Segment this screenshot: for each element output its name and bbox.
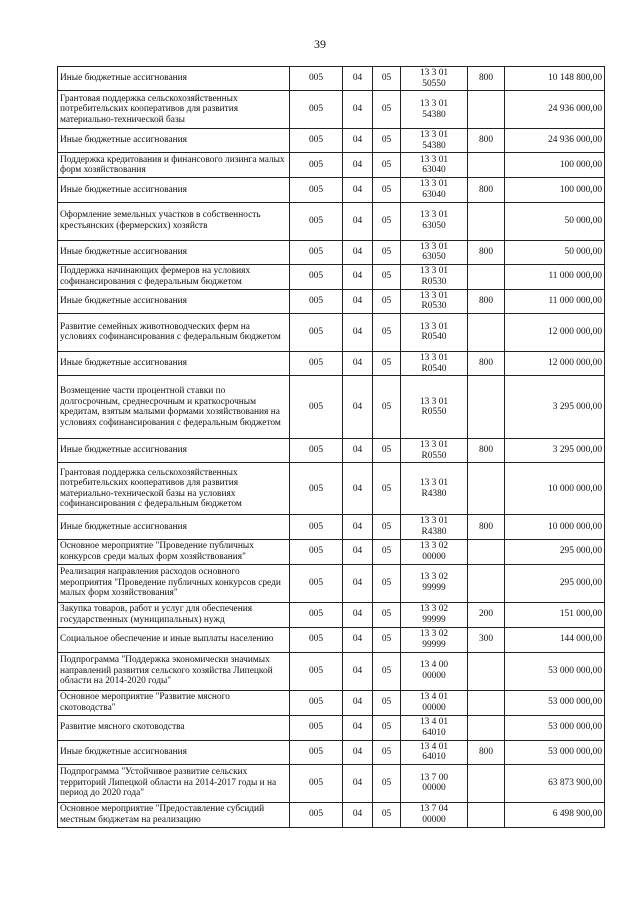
target-article-prefix: 13 4 01 — [419, 716, 449, 727]
row-amount: 6 498 900,00 — [505, 802, 605, 827]
target-article-suffix: R0530 — [421, 301, 447, 312]
row-ministry-code: 005 — [290, 802, 343, 827]
target-article-suffix: 99999 — [422, 583, 446, 593]
target-article-suffix: 64010 — [422, 752, 446, 763]
table-row — [58, 129, 605, 153]
row-section: 04 — [343, 564, 373, 602]
row-amount: 295 000,00 — [505, 539, 605, 564]
row-section: 04 — [343, 153, 373, 178]
row-expense-type: 800 — [468, 289, 505, 313]
target-article-prefix: 13 3 02 — [419, 628, 449, 639]
row-expense-type — [468, 802, 505, 827]
row-ministry-code: 005 — [290, 564, 343, 602]
table-row — [58, 67, 605, 91]
row-subsection: 05 — [373, 564, 401, 602]
table-row — [58, 802, 605, 827]
target-article-prefix: 13 4 01 — [419, 691, 449, 702]
row-subsection: 05 — [373, 67, 401, 91]
row-section: 04 — [343, 313, 373, 351]
target-article-prefix: 13 3 01 — [419, 440, 449, 451]
target-article-prefix: 13 3 01 — [419, 516, 449, 527]
row-ministry-code: 005 — [290, 153, 343, 178]
row-amount: 63 873 900,00 — [505, 764, 605, 802]
row-name: Поддержка начинающих фермеров на условиях софинансирования с федеральным бюджетом — [58, 264, 290, 289]
row-expense-type: 800 — [468, 129, 505, 153]
row-expense-type — [468, 313, 505, 351]
row-amount: 144 000,00 — [505, 627, 605, 652]
row-expense-type — [468, 376, 505, 439]
target-article-suffix: 64010 — [422, 727, 446, 738]
row-amount: 11 000 000,00 — [505, 289, 605, 313]
table-row — [58, 690, 605, 715]
target-article-prefix: 13 7 04 — [419, 804, 449, 815]
target-article-suffix: 63050 — [422, 252, 446, 263]
row-section: 04 — [343, 178, 373, 202]
target-article-suffix: 00000 — [422, 551, 446, 562]
row-name: Иные бюджетные ассигнования — [58, 439, 290, 463]
row-amount: 11 000 000,00 — [505, 264, 605, 289]
table-row — [58, 764, 605, 802]
row-name: Иные бюджетные ассигнования — [58, 351, 290, 375]
row-subsection: 05 — [373, 202, 401, 240]
row-expense-type — [468, 264, 505, 289]
row-amount: 100 000,00 — [505, 153, 605, 178]
row-ministry-code: 005 — [290, 715, 343, 740]
row-amount: 53 000 000,00 — [505, 652, 605, 690]
row-target-article — [401, 764, 468, 802]
target-article-prefix: 13 3 01 — [419, 396, 449, 407]
row-name: Иные бюджетные ассигнования — [58, 289, 290, 313]
target-article-prefix: 13 4 00 — [419, 660, 449, 671]
target-article-suffix: 00000 — [422, 702, 446, 713]
row-target-article — [401, 439, 468, 463]
row-target-article — [401, 376, 468, 439]
row-amount: 53 000 000,00 — [505, 690, 605, 715]
row-subsection: 05 — [373, 351, 401, 375]
row-ministry-code: 005 — [290, 764, 343, 802]
table-row — [58, 178, 605, 202]
row-subsection: 05 — [373, 652, 401, 690]
table-row — [58, 652, 605, 690]
row-subsection: 05 — [373, 802, 401, 827]
row-target-article — [401, 463, 468, 515]
row-section: 04 — [343, 463, 373, 515]
target-article-prefix: 13 3 01 — [419, 68, 449, 78]
row-section: 04 — [343, 740, 373, 764]
row-section: 04 — [343, 202, 373, 240]
table-row — [58, 376, 605, 439]
row-ministry-code: 005 — [290, 463, 343, 515]
table-row — [58, 289, 605, 313]
target-article-suffix: 00000 — [422, 671, 446, 681]
table-row — [58, 627, 605, 652]
row-subsection: 05 — [373, 313, 401, 351]
row-target-article — [401, 153, 468, 178]
row-subsection: 05 — [373, 715, 401, 740]
row-expense-type — [468, 715, 505, 740]
row-subsection: 05 — [373, 178, 401, 202]
row-expense-type: 800 — [468, 178, 505, 202]
row-subsection: 05 — [373, 740, 401, 764]
row-target-article — [401, 289, 468, 313]
row-amount: 50 000,00 — [505, 240, 605, 264]
row-name: Основное мероприятие "Проведение публичных конкурсов среди малых форм хозяйствования" — [58, 539, 290, 564]
row-ministry-code: 005 — [290, 690, 343, 715]
row-section: 04 — [343, 264, 373, 289]
row-target-article — [401, 602, 468, 627]
row-target-article — [401, 264, 468, 289]
target-article-suffix: 99999 — [422, 639, 446, 650]
row-name: Социальное обеспечение и иные выплаты населению — [58, 627, 290, 652]
target-article-prefix: 13 3 01 — [419, 478, 449, 489]
row-section: 04 — [343, 764, 373, 802]
row-target-article — [401, 652, 468, 690]
row-name: Оформление земельных участков в собственность крестьянских (фермерских) хозяйств — [58, 202, 290, 240]
row-expense-type — [468, 652, 505, 690]
table-row — [58, 351, 605, 375]
row-section: 04 — [343, 67, 373, 91]
row-subsection: 05 — [373, 240, 401, 264]
row-amount: 10 148 800,00 — [505, 67, 605, 91]
row-amount: 295 000,00 — [505, 564, 605, 602]
page-number: 39 — [314, 37, 326, 51]
table-row — [58, 264, 605, 289]
row-ministry-code: 005 — [290, 515, 343, 539]
row-expense-type — [468, 91, 505, 129]
target-article-prefix: 13 3 01 — [419, 321, 449, 332]
row-target-article — [401, 627, 468, 652]
row-subsection: 05 — [373, 289, 401, 313]
row-amount: 12 000 000,00 — [505, 351, 605, 375]
row-section: 04 — [343, 240, 373, 264]
row-expense-type — [468, 564, 505, 602]
row-amount: 50 000,00 — [505, 202, 605, 240]
row-target-article — [401, 178, 468, 202]
row-expense-type — [468, 463, 505, 515]
row-expense-type: 800 — [468, 351, 505, 375]
row-subsection: 05 — [373, 91, 401, 129]
row-amount: 10 000 000,00 — [505, 463, 605, 515]
row-ministry-code: 005 — [290, 178, 343, 202]
target-article-suffix: R4380 — [421, 526, 447, 537]
row-target-article — [401, 91, 468, 129]
row-name: Закупка товаров, работ и услуг для обеспечения государственных (муниципальных) нужд — [58, 602, 290, 627]
table-row — [58, 439, 605, 463]
row-name: Развитие мясного скотоводства — [58, 715, 290, 740]
row-section: 04 — [343, 690, 373, 715]
row-target-article — [401, 240, 468, 264]
target-article-prefix: 13 3 01 — [419, 290, 449, 301]
row-section: 04 — [343, 289, 373, 313]
row-amount: 10 000 000,00 — [505, 515, 605, 539]
row-ministry-code: 005 — [290, 91, 343, 129]
table-row — [58, 715, 605, 740]
row-target-article — [401, 129, 468, 153]
row-subsection: 05 — [373, 627, 401, 652]
table-row — [58, 313, 605, 351]
table-row — [58, 740, 605, 764]
table-row — [58, 515, 605, 539]
row-expense-type: 800 — [468, 240, 505, 264]
row-subsection: 05 — [373, 376, 401, 439]
row-ministry-code: 005 — [290, 240, 343, 264]
row-name: Иные бюджетные ассигнования — [58, 178, 290, 202]
row-subsection: 05 — [373, 602, 401, 627]
row-name: Грантовая поддержка сельскохозяйственных потребительских кооперативов для развития материально-технической базы на условиях софинансирования с федеральным бюджетом — [58, 463, 290, 515]
row-section: 04 — [343, 91, 373, 129]
target-article-prefix: 13 3 01 — [419, 130, 449, 141]
target-article-prefix: 13 3 01 — [419, 179, 449, 190]
row-ministry-code: 005 — [290, 740, 343, 764]
row-section: 04 — [343, 539, 373, 564]
target-article-suffix: R0550 — [421, 450, 447, 461]
row-ministry-code: 005 — [290, 652, 343, 690]
target-article-prefix: 13 3 02 — [419, 572, 449, 583]
row-name: Основное мероприятие "Предоставление субсидий местным бюджетам на реализацию — [58, 802, 290, 827]
table-row — [58, 202, 605, 240]
table-body — [58, 67, 605, 828]
row-section: 04 — [343, 627, 373, 652]
table-row — [58, 564, 605, 602]
target-article-suffix: 63040 — [422, 165, 446, 176]
row-section: 04 — [343, 376, 373, 439]
table-row — [58, 602, 605, 627]
row-name: Развитие семейных животноводческих ферм на условиях софинансирования с федеральным бюджетом — [58, 313, 290, 351]
row-subsection: 05 — [373, 153, 401, 178]
row-target-article — [401, 740, 468, 764]
row-ministry-code: 005 — [290, 627, 343, 652]
target-article-suffix: R0540 — [421, 363, 447, 374]
row-name: Иные бюджетные ассигнования — [58, 240, 290, 264]
row-amount: 53 000 000,00 — [505, 715, 605, 740]
row-ministry-code: 005 — [290, 67, 343, 91]
target-article-suffix: R4380 — [421, 488, 447, 499]
row-target-article — [401, 690, 468, 715]
row-subsection: 05 — [373, 129, 401, 153]
target-article-prefix: 13 3 01 — [419, 266, 449, 277]
row-subsection: 05 — [373, 264, 401, 289]
row-amount: 12 000 000,00 — [505, 313, 605, 351]
row-expense-type — [468, 539, 505, 564]
row-ministry-code: 005 — [290, 376, 343, 439]
row-section: 04 — [343, 515, 373, 539]
row-name: Возмещение части процентной ставки по долгосрочным, среднесрочным и краткосрочным кредитам, взятым малыми формами хозяйствования на условиях софинансирования с федеральным бюджетом — [58, 376, 290, 439]
row-target-article — [401, 313, 468, 351]
target-article-suffix: 63040 — [422, 189, 446, 200]
row-ministry-code: 005 — [290, 313, 343, 351]
row-target-article — [401, 515, 468, 539]
row-name: Иные бюджетные ассигнования — [58, 67, 290, 91]
row-name: Подпрограмма "Устойчивое развитие сельских территорий Липецкой области на 2014-2017 годы и на период до 2020 года" — [58, 764, 290, 802]
row-section: 04 — [343, 802, 373, 827]
target-article-prefix: 13 3 01 — [419, 99, 449, 110]
row-subsection: 05 — [373, 439, 401, 463]
table-row — [58, 539, 605, 564]
target-article-suffix: R0550 — [421, 407, 447, 418]
row-name: Основное мероприятие "Развитие мясного скотоводства" — [58, 690, 290, 715]
budget-table — [57, 66, 605, 828]
target-article-suffix: R0540 — [421, 332, 447, 343]
target-article-prefix: 13 3 01 — [419, 241, 449, 252]
row-expense-type — [468, 764, 505, 802]
row-ministry-code: 005 — [290, 439, 343, 463]
row-amount: 151 000,00 — [505, 602, 605, 627]
row-ministry-code: 005 — [290, 289, 343, 313]
row-subsection: 05 — [373, 690, 401, 715]
target-article-suffix: R0530 — [421, 276, 447, 287]
target-article-prefix: 13 3 01 — [419, 210, 449, 221]
row-subsection: 05 — [373, 764, 401, 802]
target-article-prefix: 13 7 00 — [419, 772, 449, 783]
target-article-prefix: 13 3 01 — [419, 352, 449, 363]
row-target-article — [401, 67, 468, 91]
row-ministry-code: 005 — [290, 351, 343, 375]
row-ministry-code: 005 — [290, 129, 343, 153]
row-name: Реализация направления расходов основного мероприятия "Проведение публичных конкурсов среди малых форм хозяйствования" — [58, 564, 290, 602]
row-name: Иные бюджетные ассигнования — [58, 740, 290, 764]
target-article-prefix: 13 3 01 — [419, 154, 449, 165]
target-article-prefix: 13 3 02 — [419, 540, 449, 551]
row-target-article — [401, 351, 468, 375]
row-target-article — [401, 539, 468, 564]
row-expense-type — [468, 153, 505, 178]
table-row — [58, 240, 605, 264]
target-article-suffix: 54380 — [422, 140, 446, 151]
row-amount: 100 000,00 — [505, 178, 605, 202]
row-expense-type: 200 — [468, 602, 505, 627]
row-amount: 24 936 000,00 — [505, 129, 605, 153]
table-row — [58, 153, 605, 178]
row-section: 04 — [343, 602, 373, 627]
target-article-suffix: 50550 — [422, 78, 446, 89]
row-ministry-code: 005 — [290, 264, 343, 289]
row-section: 04 — [343, 715, 373, 740]
row-name: Грантовая поддержка сельскохозяйственных потребительских кооперативов для развития материально-технической базы — [58, 91, 290, 129]
row-target-article — [401, 715, 468, 740]
target-article-prefix: 13 3 02 — [419, 603, 449, 614]
row-target-article — [401, 202, 468, 240]
row-name: Подпрограмма "Поддержка экономически значимых направлений развития сельского хозяйства Липецкой области на 2014-2020 годы" — [58, 652, 290, 690]
row-expense-type: 800 — [468, 67, 505, 91]
row-section: 04 — [343, 351, 373, 375]
table-row — [58, 463, 605, 515]
row-expense-type: 800 — [468, 439, 505, 463]
row-name: Иные бюджетные ассигнования — [58, 129, 290, 153]
target-article-suffix: 54380 — [422, 109, 446, 120]
row-expense-type: 800 — [468, 515, 505, 539]
row-expense-type — [468, 202, 505, 240]
row-subsection: 05 — [373, 463, 401, 515]
row-amount: 3 295 000,00 — [505, 376, 605, 439]
target-article-suffix: 00000 — [422, 814, 446, 825]
row-expense-type: 800 — [468, 740, 505, 764]
row-section: 04 — [343, 439, 373, 463]
target-article-suffix: 99999 — [422, 614, 446, 625]
row-subsection: 05 — [373, 515, 401, 539]
row-target-article — [401, 802, 468, 827]
row-name: Поддержка кредитования и финансового лизинга малых форм хозяйствования — [58, 153, 290, 178]
row-ministry-code: 005 — [290, 539, 343, 564]
table-row — [58, 91, 605, 129]
row-expense-type — [468, 690, 505, 715]
row-amount: 24 936 000,00 — [505, 91, 605, 129]
row-ministry-code: 005 — [290, 202, 343, 240]
row-amount: 3 295 000,00 — [505, 439, 605, 463]
target-article-suffix: 63050 — [422, 221, 446, 232]
row-subsection: 05 — [373, 539, 401, 564]
row-ministry-code: 005 — [290, 602, 343, 627]
row-expense-type: 300 — [468, 627, 505, 652]
row-section: 04 — [343, 652, 373, 690]
row-target-article — [401, 564, 468, 602]
target-article-prefix: 13 4 01 — [419, 741, 449, 752]
row-amount: 53 000 000,00 — [505, 740, 605, 764]
row-section: 04 — [343, 129, 373, 153]
target-article-suffix: 00000 — [422, 783, 446, 794]
row-name: Иные бюджетные ассигнования — [58, 515, 290, 539]
